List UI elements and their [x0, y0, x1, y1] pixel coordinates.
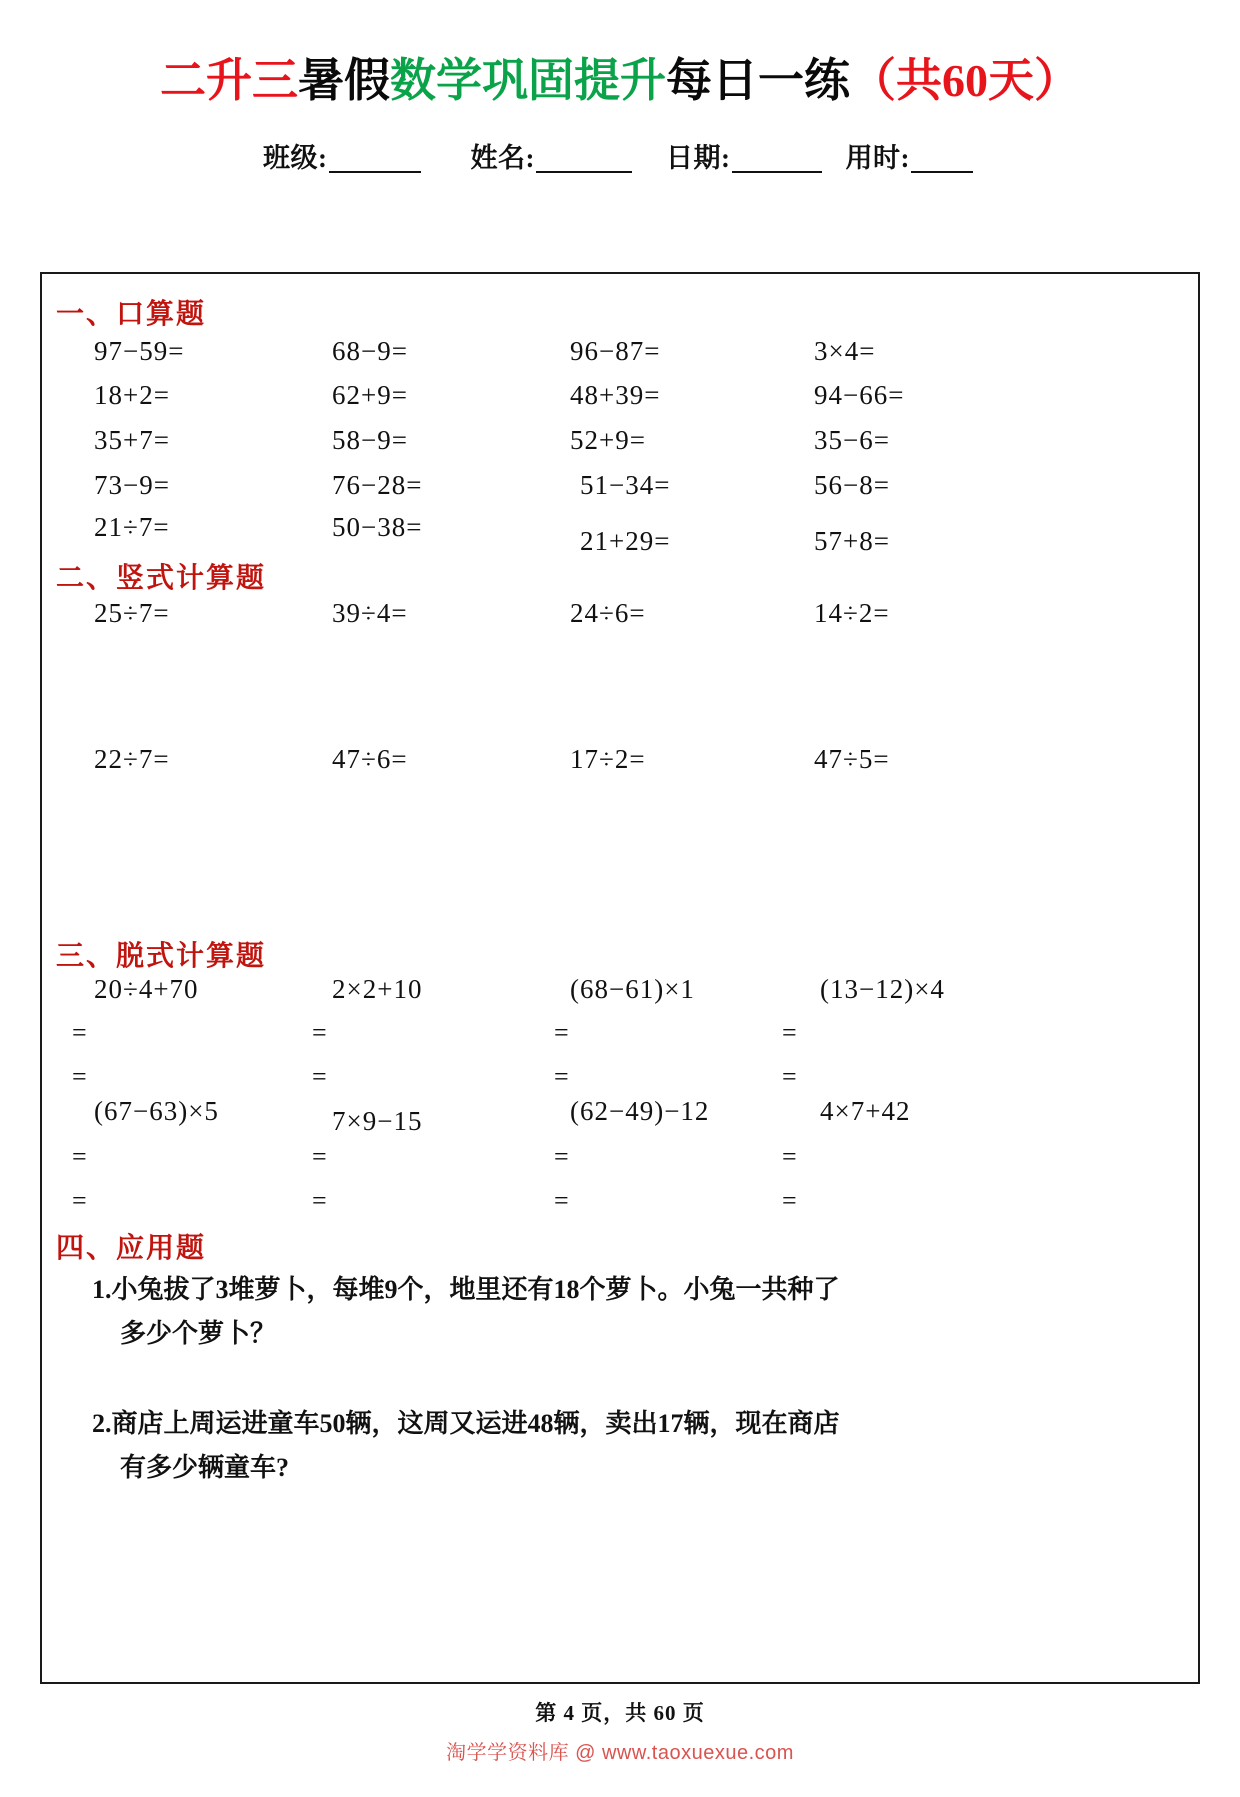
- equals-sign: =: [554, 1186, 570, 1215]
- word-problem-text: 小兔拔了3堆萝卜，每堆9个，地里还有18个萝卜。小兔一共种了: [111, 1275, 840, 1304]
- oral-problem: 97−59=: [94, 336, 185, 366]
- oral-row-3: [42, 425, 1198, 467]
- oral-row-4: [42, 470, 1198, 512]
- equals-sign: =: [782, 1018, 798, 1047]
- word-problem-text: 商店上周运进童车50辆，这周又运进48辆，卖出17辆，现在商店: [111, 1409, 840, 1438]
- oral-problem: 21÷7=: [94, 512, 170, 542]
- word-problem-2: [92, 1404, 840, 1444]
- class-blank[interactable]: [329, 149, 421, 173]
- title-part-3: 数学巩固提升: [390, 55, 666, 106]
- oral-problem: 48+39=: [570, 380, 661, 410]
- stepwise-problem: 4×7+42: [820, 1096, 911, 1126]
- oral-problem: 51−34=: [580, 470, 671, 500]
- oral-problem: 3×4=: [814, 336, 876, 366]
- stepwise-equals-row: [42, 1142, 1198, 1184]
- vertical-problem: 22÷7=: [94, 744, 170, 774]
- date-field[interactable]: [666, 136, 826, 175]
- oral-row-1: [42, 336, 1198, 378]
- oral-problem: 35+7=: [94, 425, 170, 455]
- stepwise-problem: 2×2+10: [332, 974, 423, 1004]
- equals-sign: =: [782, 1142, 798, 1171]
- stepwise-problem: (67−63)×5: [94, 1096, 219, 1126]
- section-heading-stepwise: 三、脱式计算题: [56, 941, 267, 972]
- stepwise-problem: (68−61)×1: [570, 974, 695, 1004]
- oral-problem: 35−6=: [814, 425, 890, 455]
- student-info-line: [0, 136, 1240, 175]
- section-heading-vertical: 二、竖式计算题: [56, 563, 267, 594]
- equals-sign: =: [312, 1062, 328, 1091]
- vertical-problem: 39÷4=: [332, 598, 408, 628]
- stepwise-problem: 7×9−15: [332, 1106, 423, 1136]
- equals-sign: =: [72, 1018, 88, 1047]
- page-title: [0, 44, 1240, 110]
- name-blank[interactable]: [536, 149, 632, 173]
- word-problem-1-line2: [120, 1314, 276, 1354]
- oral-problem: 52+9=: [570, 425, 646, 455]
- date-label: 日期:: [666, 143, 731, 173]
- oral-problem: 21+29=: [580, 526, 671, 556]
- stepwise-row-2: [42, 1096, 1198, 1138]
- vertical-row-1: [42, 598, 1198, 640]
- stepwise-equals-row: [42, 1018, 1198, 1060]
- title-part-4: 每日一练: [666, 55, 850, 106]
- equals-sign: =: [312, 1186, 328, 1215]
- word-problem-text: 多少个萝卜？: [120, 1319, 277, 1348]
- oral-problem: 56−8=: [814, 470, 890, 500]
- stepwise-problem: (62−49)−12: [570, 1096, 710, 1126]
- name-field[interactable]: [471, 136, 637, 175]
- oral-row-2: [42, 380, 1198, 422]
- stepwise-row-1: [42, 974, 1198, 1016]
- duration-blank[interactable]: [911, 149, 973, 173]
- equals-sign: =: [782, 1062, 798, 1091]
- title-part-5: （共60天）: [850, 55, 1080, 106]
- equals-sign: =: [312, 1018, 328, 1047]
- title-part-1: 二升三: [160, 55, 298, 106]
- name-label: 姓名:: [470, 143, 535, 173]
- vertical-problem: 24÷6=: [570, 598, 646, 628]
- oral-problem: 58−9=: [332, 425, 408, 455]
- stepwise-equals-row: [42, 1186, 1198, 1228]
- duration-label: 用时:: [845, 143, 910, 173]
- worksheet-frame: [40, 272, 1200, 1684]
- class-field[interactable]: [263, 136, 425, 175]
- equals-sign: =: [72, 1062, 88, 1091]
- equals-sign: =: [312, 1142, 328, 1171]
- oral-problem: 76−28=: [332, 470, 423, 500]
- section-heading-oral: 一、口算题: [56, 299, 207, 330]
- vertical-problem: 47÷6=: [332, 744, 408, 774]
- oral-problem: 50−38=: [332, 512, 423, 542]
- date-blank[interactable]: [732, 149, 822, 173]
- word-problem-text: 有多少辆童车?: [120, 1453, 290, 1482]
- stepwise-problem: 20÷4+70: [94, 974, 199, 1004]
- vertical-problem: 47÷5=: [814, 744, 890, 774]
- vertical-problem: 17÷2=: [570, 744, 646, 774]
- watermark-footer: 淘学学资料库 @ www.taoxuexue.com: [446, 1742, 794, 1764]
- page-number-footer: 第 4 页，共 60 页: [535, 1701, 705, 1725]
- vertical-row-2: [42, 744, 1198, 786]
- duration-field[interactable]: [846, 136, 978, 175]
- equals-sign: =: [554, 1062, 570, 1091]
- title-part-2: 暑假: [298, 55, 390, 106]
- stepwise-problem: (13−12)×4: [820, 974, 945, 1004]
- oral-row-5: [42, 512, 1198, 554]
- equals-sign: =: [72, 1142, 88, 1171]
- oral-problem: 73−9=: [94, 470, 170, 500]
- oral-problem: 18+2=: [94, 380, 170, 410]
- word-problem-2-line2: [120, 1448, 289, 1488]
- equals-sign: =: [782, 1186, 798, 1215]
- word-problem-1: [92, 1270, 840, 1310]
- oral-problem: 62+9=: [332, 380, 408, 410]
- section-heading-word-problems: 四、应用题: [56, 1233, 207, 1264]
- word-problem-number: 1.: [92, 1275, 112, 1304]
- equals-sign: =: [72, 1186, 88, 1215]
- oral-problem: 68−9=: [332, 336, 408, 366]
- vertical-problem: 25÷7=: [94, 598, 170, 628]
- word-problem-number: 2.: [92, 1409, 112, 1438]
- oral-problem: 57+8=: [814, 526, 890, 556]
- vertical-problem: 14÷2=: [814, 598, 890, 628]
- equals-sign: =: [554, 1142, 570, 1171]
- oral-problem: 96−87=: [570, 336, 661, 366]
- equals-sign: =: [554, 1018, 570, 1047]
- class-label: 班级:: [263, 143, 328, 173]
- oral-problem: 94−66=: [814, 380, 905, 410]
